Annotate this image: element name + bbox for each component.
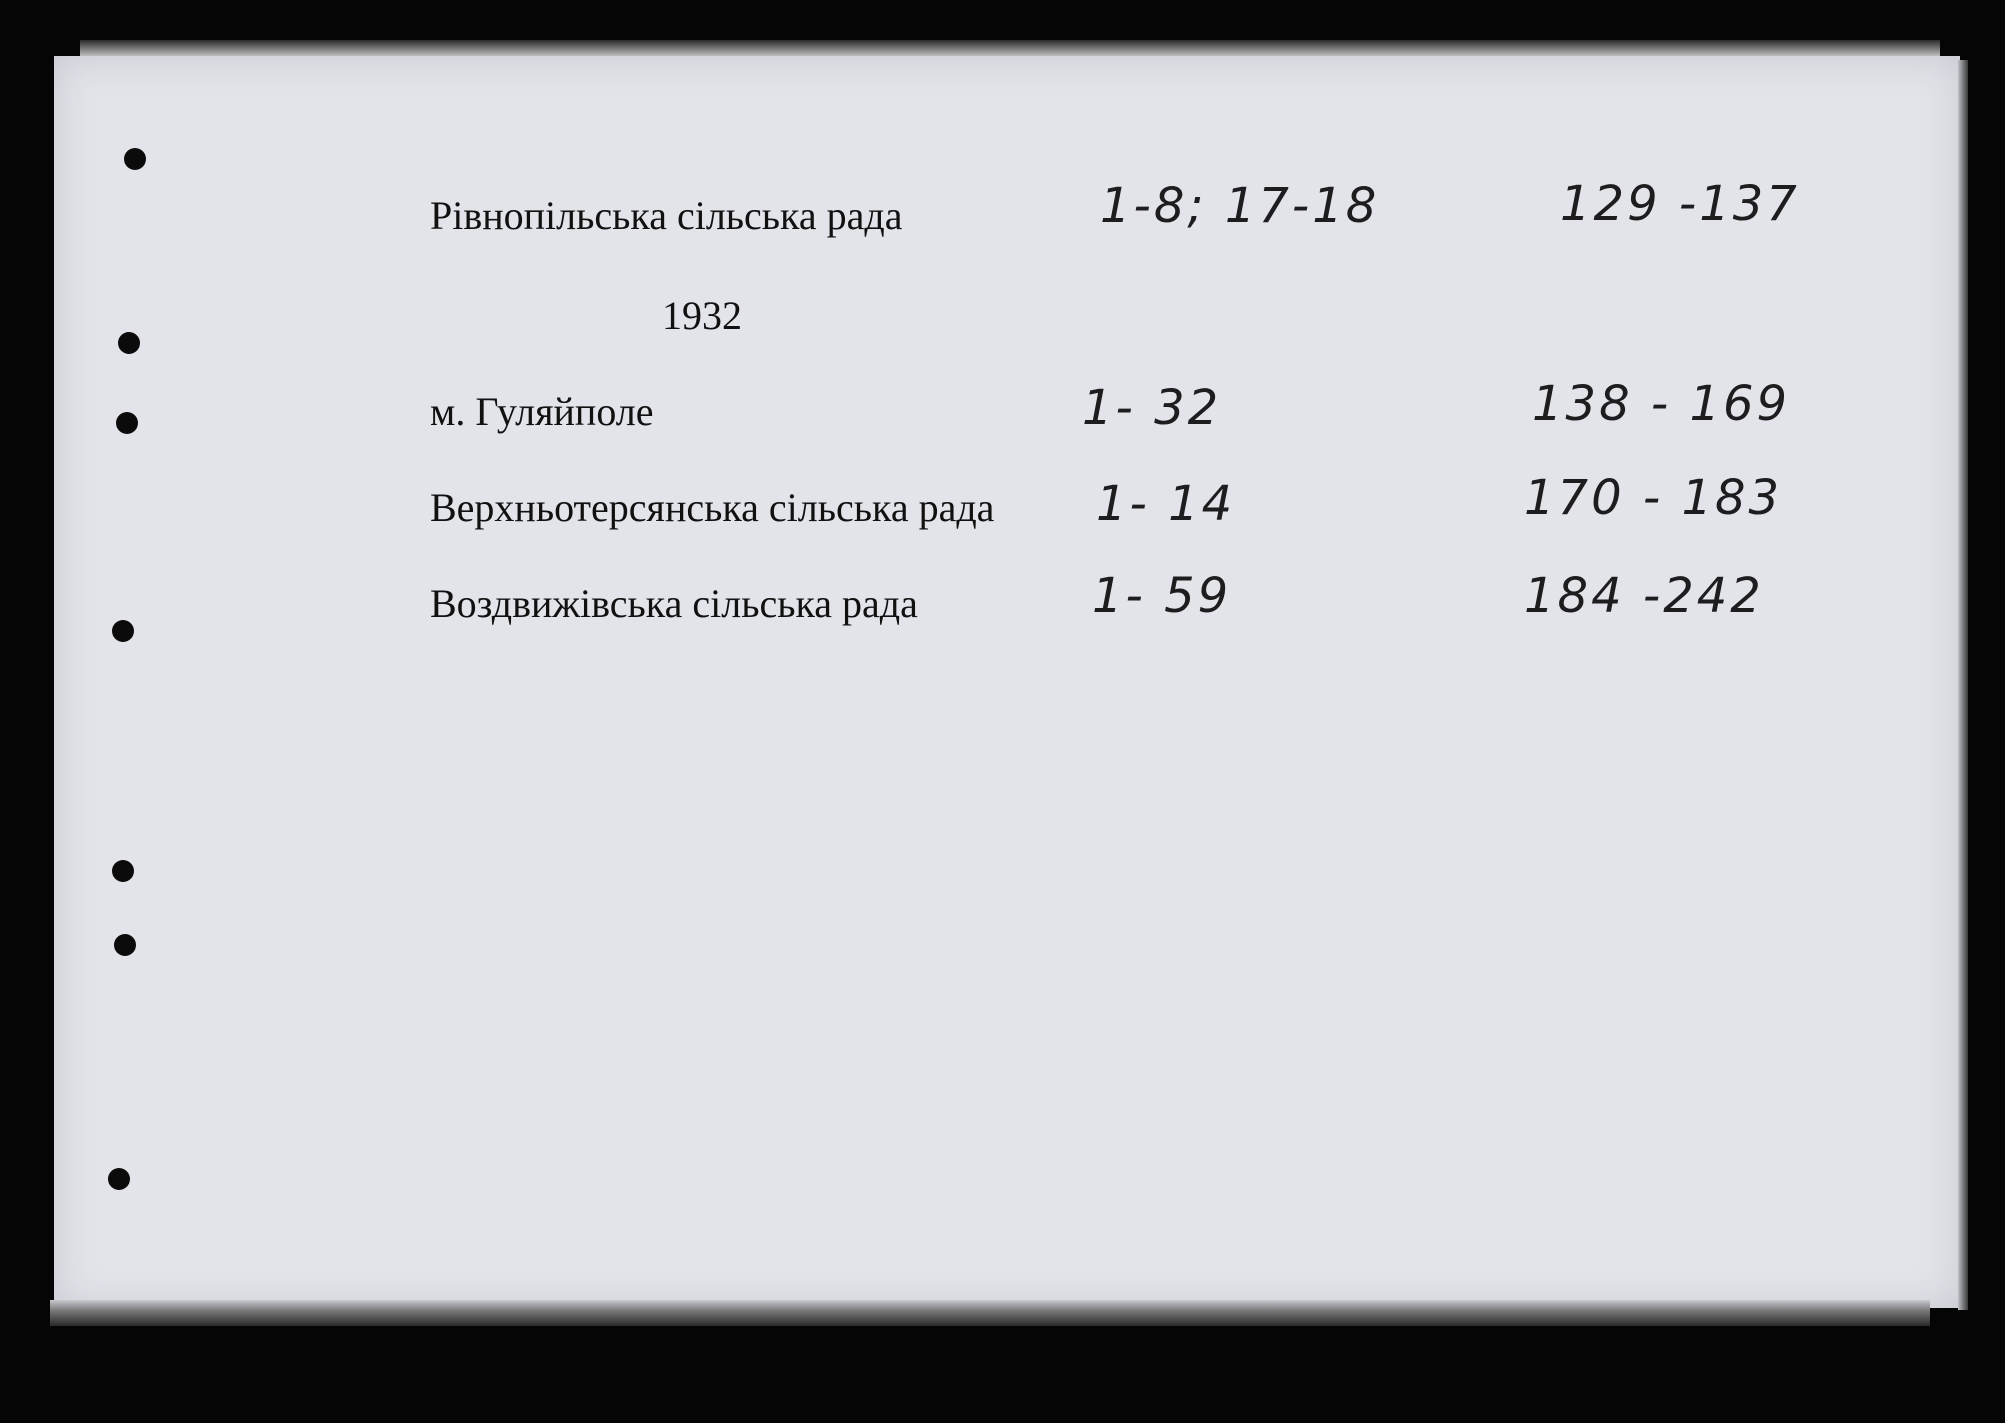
entry-sheets: 1- 14 bbox=[1096, 476, 1236, 532]
entry-sheets: 1- 32 bbox=[1082, 380, 1222, 436]
entry-label: Воздвижівська сільська рада bbox=[430, 581, 918, 626]
punch-hole bbox=[118, 332, 140, 354]
year-heading: 1932 bbox=[662, 293, 742, 338]
punch-hole bbox=[116, 412, 138, 434]
punch-hole bbox=[112, 860, 134, 882]
punch-hole bbox=[108, 1168, 130, 1190]
punch-hole bbox=[114, 934, 136, 956]
entry-sheets: 1- 59 bbox=[1092, 568, 1232, 624]
punch-hole bbox=[124, 148, 146, 170]
entry-label: Верхньотерсянська сільська рада bbox=[430, 485, 995, 530]
entry-pages: 170 - 183 bbox=[1524, 470, 1783, 526]
page-edge-bottom bbox=[50, 1300, 1930, 1326]
entry-pages: 138 - 169 bbox=[1532, 376, 1791, 432]
document-page bbox=[54, 56, 1960, 1308]
entry-label: Рівнопільська сільська рада bbox=[430, 193, 903, 238]
entry-pages: 129 -137 bbox=[1560, 176, 1800, 232]
entry-sheets: 1-8; 17-18 bbox=[1100, 178, 1380, 234]
entry-pages: 184 -242 bbox=[1524, 568, 1764, 624]
page-edge-right bbox=[1958, 60, 1968, 1310]
punch-hole bbox=[112, 620, 134, 642]
entry-label: м. Гуляйполе bbox=[430, 389, 654, 434]
